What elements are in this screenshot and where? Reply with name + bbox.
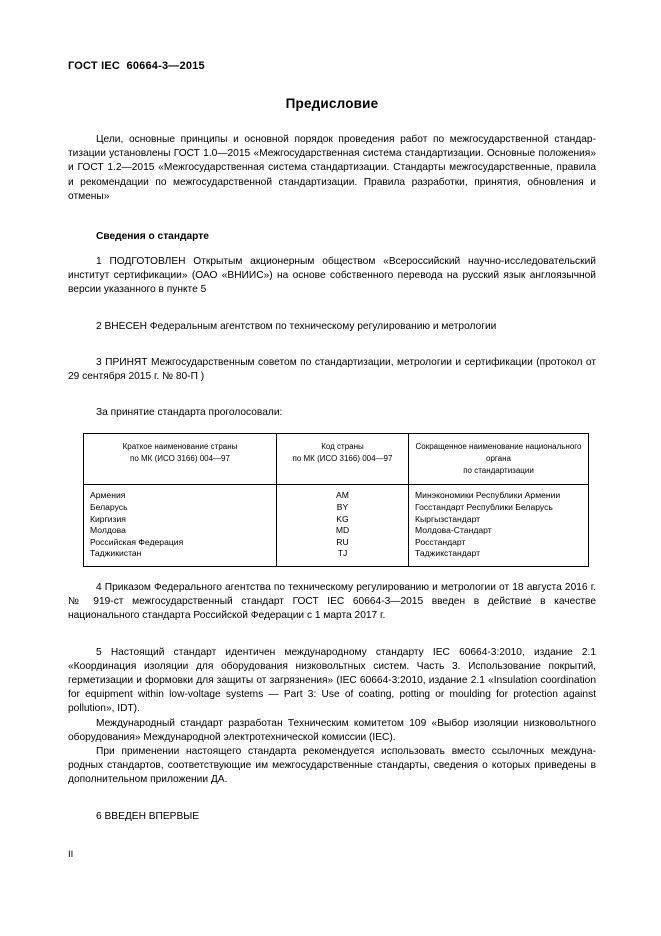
table-header-code-line1: Код страны	[321, 442, 364, 452]
table-cell-code-list	[277, 485, 409, 567]
document-header-standard-number: ГОСТ IEC 60664-3—2015	[68, 60, 205, 72]
table-row-code: MD	[335, 525, 350, 536]
table-row-national-body: Госстандарт Республики Беларусь	[415, 502, 553, 513]
table-row-country: Киргизия	[90, 513, 126, 524]
page-content	[68, 60, 596, 837]
table-header-country-line1: Краткое наименование страны	[122, 442, 238, 452]
paragraph-item-5-note-2: При применении настоящего стандарта рекомендуется использовать вместо ссылочных международных стандартов, соответствующие им межгосударственные стандарты, сведения о которых приведены в дополнительном приложении ДА.	[68, 746, 596, 786]
table-header-country	[84, 434, 277, 485]
paragraph-item-2: 2 ВНЕСЕН Федеральным агентством по техническому регулированию и метрологии	[96, 320, 497, 332]
table-row-code: RU	[336, 536, 349, 547]
table-row-national-body: Молдова-Стандарт	[415, 525, 492, 536]
paragraph-intro: Цели, основные принципы и основной порядок проведения работ по межгосударственной стандартизации установлены ГОСТ 1.0—2015 «Межгосударственная система стандартизации. Основные положения» и ГОСТ 1.2—2015 «Межгосударственная система стандартизации. Стандарты межгосударственные, правила и рекомендации по межгосударственной стандартизации. Правила разработки, принятия, обновления и отмены»	[68, 134, 596, 202]
paragraph-item-6: 6 ВВЕДЕН ВПЕРВЫЕ	[96, 810, 200, 822]
table-row-national-body: Росстандарт	[415, 536, 466, 547]
footer-page-number: II	[68, 849, 74, 860]
table-cell-national-body-list	[409, 485, 589, 567]
table-row-code: AM	[336, 490, 349, 501]
table-cell-country-list	[84, 485, 277, 567]
table-header-row	[84, 434, 589, 485]
table-row-country: Таджикистан	[90, 548, 142, 559]
table-row-national-body: Кыргызстандарт	[415, 513, 481, 524]
table-row-code: BY	[336, 502, 349, 513]
spacer	[68, 567, 596, 581]
spacer	[68, 217, 596, 231]
table-row-national-body: Таджикстандарт	[415, 548, 481, 559]
paragraph-vote-lead: За принятие стандарта проголосовали:	[96, 407, 283, 419]
table-row-national-body: Минэкономики Республики Армении	[415, 490, 561, 501]
paragraph-item-5: 5 Настоящий стандарт идентичен международному стандарту IEC 60664-3:2010, издание 2.1 «Координация изоляции для оборудования низковольтных систем. Часть 3. Использование покрытий, герметизации и формовки для защиты от загрязнения» (IEC 60664-3:2010, издание 2.1 «Insulation coordination for equipment within low-voltage systems — Part 3: Use of coating, potting or moulding for protection against pollution», IDT).	[68, 646, 596, 715]
table-header-country-line2: по МК (ИСО 3166) 004—97	[130, 454, 230, 464]
spacer	[68, 637, 596, 646]
table-header-national-body	[409, 434, 589, 485]
page-title: Предисловие	[285, 96, 379, 111]
table-row-country: Беларусь	[90, 502, 128, 513]
table-row-code: TJ	[337, 548, 348, 559]
spacer	[68, 397, 596, 406]
spacer	[68, 801, 596, 810]
paragraph-item-3: 3 ПРИНЯТ Межгосударственным советом по стандартизации, метрологии и сертификации (протокол от 29 сентября 2015 г. № 80-П )	[68, 356, 596, 383]
table-row	[84, 485, 589, 567]
table-header-national-body-line1: Сокращенное наименование национального органа	[415, 442, 582, 464]
paragraph-item-5-note-1: Международный стандарт разработан Техническим комитетом 109 «Выбор изоляции низковольтного оборудования» Международной электротехнической комиссии (IEC).	[68, 717, 596, 743]
table-row-country: Молдова	[90, 525, 126, 536]
table-header-code-line2: по МК (ИСО 3166) 004—97	[292, 454, 393, 464]
section-heading-standard-info: Сведения о стандарте	[96, 231, 209, 243]
spacer	[68, 311, 596, 320]
table-row-country: Армения	[90, 490, 126, 501]
table-header-code	[277, 434, 409, 485]
spacer	[68, 347, 596, 356]
table-row-country: Российская Федерация	[90, 536, 184, 547]
paragraph-item-4: 4 Приказом Федерального агентства по техническому регулированию и метрологии от 18 августа 2016 г. № 919-ст межгосударственный стандарт ГОСТ IEC 60664-3—2015 введен в действие в качестве национального стандарта Российской Федерации с 1 марта 2017 г.	[68, 582, 596, 622]
table-header-national-body-line2: по стандартизации	[463, 466, 534, 476]
paragraph-item-1: 1 ПОДГОТОВЛЕН Открытым акционерным обществом «Всероссийский научно-исследовательский институт сертификации» (ОАО «ВНИИС») на основе собственного перевода на русский язык англоязычной версии указанного в пункте 5	[68, 256, 596, 296]
votes-table	[83, 433, 589, 567]
table-row-code: KG	[336, 513, 349, 524]
